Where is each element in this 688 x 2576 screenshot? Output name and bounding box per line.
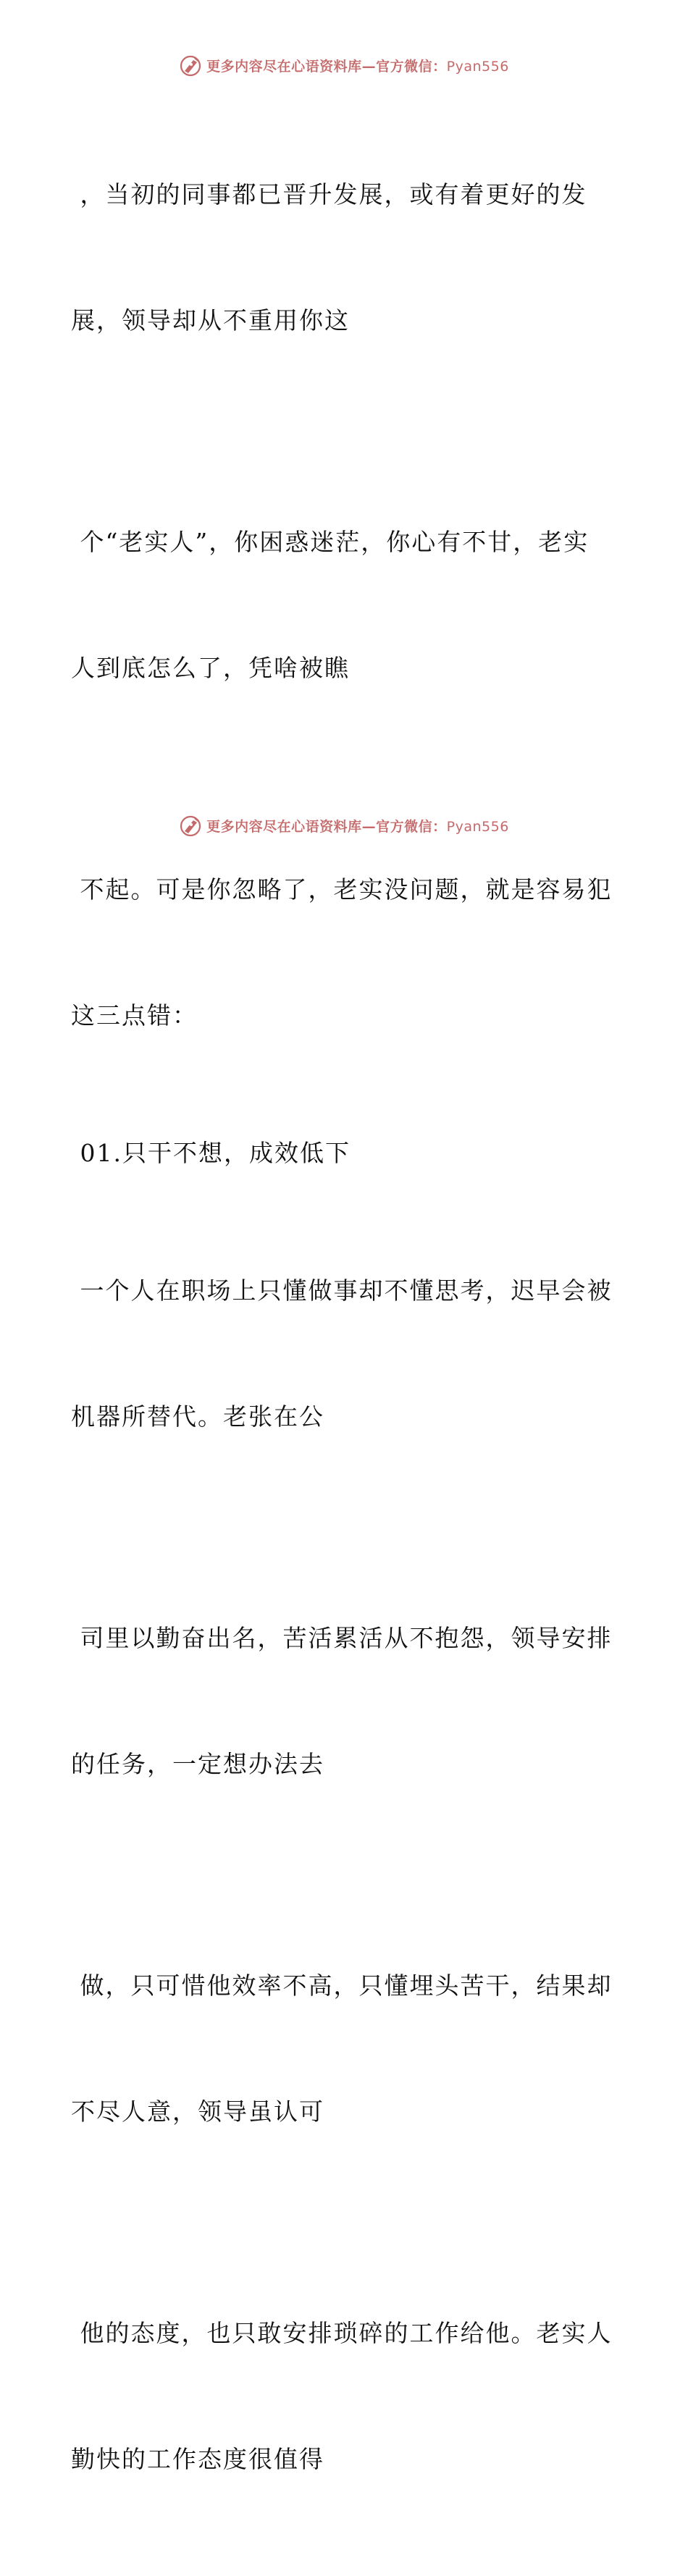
- watermark-banner-top: [0, 51, 688, 80]
- paragraph-line: 一个人在职场上只懂做事却不懂思考，迟早会被: [71, 1276, 613, 1305]
- paragraph-7: [71, 2228, 613, 2564]
- paragraph-line: 不起。可是你忽略了，老实没问题，就是容易犯: [71, 875, 613, 904]
- paragraph-line: ，当初的同事都已晋升发展，或有着更好的发: [71, 180, 587, 209]
- paragraph-5: [71, 1533, 613, 1869]
- paragraph-line: 的任务，一定想办法去: [71, 1750, 324, 1778]
- watermark-wechat-id: Pyan556: [446, 818, 509, 835]
- watermark-text: [206, 56, 509, 75]
- paragraph-1: [71, 90, 607, 426]
- paragraph-line: 机器所替代。老张在公: [71, 1402, 324, 1431]
- paragraph-2: [71, 437, 607, 773]
- paragraph-line: 个“老实人”，你困惑迷茫，你心有不甘，老实: [71, 528, 590, 556]
- paragraph-line: 不尽人意，领导虽认可: [71, 2097, 324, 2126]
- paragraph-line: 展，领导却从不重用你这: [71, 306, 350, 334]
- paragraph-line: 司里以勤奋出名，苦活累活从不抱怨，领导安排: [71, 1624, 613, 1652]
- paragraph-line: 这三点错：: [71, 1001, 198, 1030]
- watermark-wechat-id: Pyan556: [446, 58, 509, 75]
- watermark-banner-bottom: [0, 811, 688, 840]
- paragraph-line: 他的态度，也只敢安排琐碎的工作给他。老实人: [71, 2319, 613, 2347]
- section-heading: 01.只干不想，成效低下: [71, 1139, 351, 1167]
- pen-nib-seal-icon: [179, 814, 202, 837]
- document-body: [71, 90, 613, 2576]
- paragraph-4: [71, 1186, 613, 1522]
- paragraph-line: 做，只可惜他效率不高，只懂埋头苦干，结果却: [71, 1971, 613, 2000]
- watermark-text-cn: 更多内容尽在心语资料库—官方微信：: [206, 818, 447, 835]
- paragraph-line: 人到底怎么了，凭啥被瞧: [71, 654, 350, 682]
- paragraph-line: 勤快的工作态度很值得: [71, 2445, 324, 2473]
- watermark-text: [206, 816, 509, 835]
- paragraph-6: [71, 1881, 613, 2217]
- watermark-text-cn: 更多内容尽在心语资料库—官方微信：: [206, 58, 447, 75]
- pen-nib-seal-icon: [179, 54, 202, 77]
